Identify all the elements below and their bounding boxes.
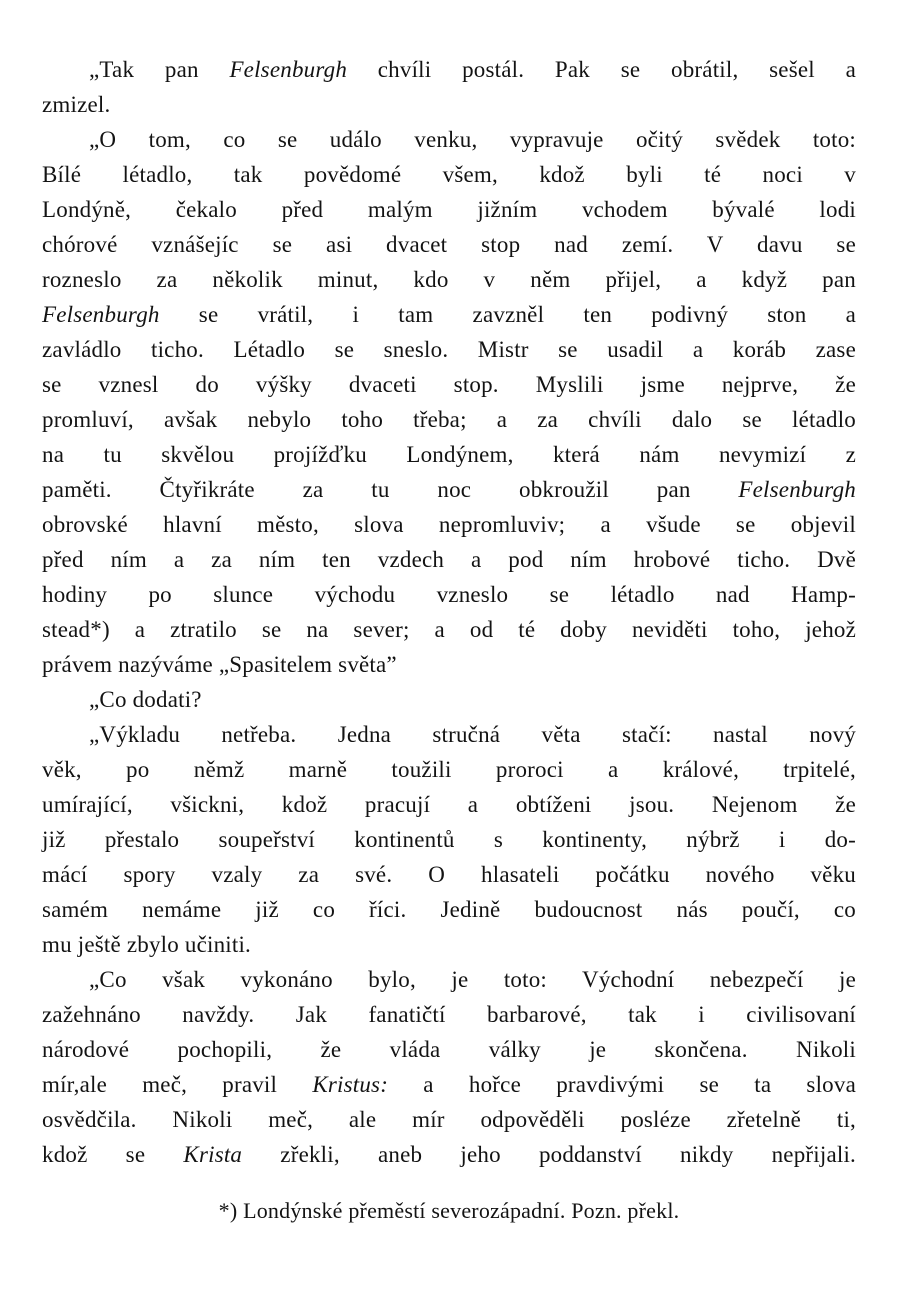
text-segment: před ním a za ním ten vzdech a pod ním hrobové ticho. Dvě: [42, 547, 856, 572]
text-segment: umírající, všickni, kdož pracují a obtíženi jsou. Nejenom že: [42, 792, 856, 817]
text-segment: se vznesl do výšky dvaceti stop. Myslili jsme nejprve, že: [42, 372, 856, 397]
text-segment: zažehnáno navždy. Jak fanatičtí barbarové, tak i civilisovaní: [42, 1002, 856, 1027]
text-line: [42, 682, 856, 717]
text-line: [42, 927, 856, 962]
text-segment: na tu skvělou projížďku Londýnem, která nám nevymizí z: [42, 442, 856, 467]
text-segment: a hořce pravdivými se ta slova: [388, 1072, 856, 1097]
text-segment: „Výkladu netřeba. Jedna stručná věta stačí: nastal nový: [89, 722, 856, 747]
text-segment: *) Londýnské přeměstí severozápadní. Pozn. překl.: [218, 1198, 680, 1223]
text-segment: kdož se: [42, 1142, 184, 1167]
text-segment: Londýně, čekalo před malým jižním vchodem bývalé lodi: [42, 197, 856, 222]
text-segment: zavládlo ticho. Létadlo se sneslo. Mistr se usadil a koráb zase: [42, 337, 856, 362]
text-line: [42, 227, 856, 262]
text-segment: mácí spory vzaly za své. O hlasateli počátku nového věku: [42, 862, 856, 887]
text-segment: stead*) a ztratilo se na sever; a od té doby neviděti toho, jehož: [42, 617, 856, 642]
text-line: [42, 402, 856, 437]
text-line: [42, 297, 856, 332]
text-segment: zřekli, aneb jeho poddanství nikdy nepřijali.: [242, 1142, 856, 1167]
paragraph: [42, 682, 856, 717]
italic-text: Kristus:: [312, 1072, 389, 1097]
text-line: [42, 892, 856, 927]
text-body: [42, 52, 856, 1172]
text-segment: právem nazýváme „Spasitelem světa”: [42, 652, 397, 677]
text-line: [42, 332, 856, 367]
text-segment: mír,ale meč, pravil: [42, 1072, 313, 1097]
text-line: [42, 962, 856, 997]
text-line: [42, 437, 856, 472]
text-line: [42, 122, 856, 157]
text-segment: již přestalo soupeřství kontinentů s kontinenty, nýbrž i do-: [42, 827, 856, 852]
text-line: [42, 822, 856, 857]
text-segment: „Co dodati?: [89, 687, 202, 712]
text-line: [42, 192, 856, 227]
italic-text: Felsenburgh: [738, 477, 856, 502]
text-segment: Bílé létadlo, tak povědomé všem, kdož byli té noci v: [42, 162, 856, 187]
text-segment: rozneslo za několik minut, kdo v něm přijel, a když pan: [42, 267, 856, 292]
text-line: [42, 1137, 856, 1172]
text-segment: samém nemáme již co říci. Jedině budoucnost nás poučí, co: [42, 897, 856, 922]
text-segment: se vrátil, i tam zavzněl ten podivný ston a: [159, 302, 856, 327]
text-line: [42, 1067, 856, 1102]
paragraph: [42, 962, 856, 1172]
text-line: [42, 857, 856, 892]
text-segment: zmizel.: [42, 92, 111, 117]
text-line: [42, 577, 856, 612]
text-segment: obrovské hlavní město, slova nepromluviv; a všude se objevil: [42, 512, 856, 537]
text-line: [42, 52, 856, 87]
text-line: [42, 542, 856, 577]
text-line: [42, 507, 856, 542]
text-line: [42, 1102, 856, 1137]
text-segment: hodiny po slunce východu vzneslo se létadlo nad Hamp-: [42, 582, 856, 607]
text-segment: paměti. Čtyřikráte za tu noc obkroužil pan: [42, 477, 739, 502]
text-segment: mu ještě zbylo učiniti.: [42, 932, 252, 957]
text-segment: věk, po němž marně toužili proroci a králové, trpitelé,: [42, 757, 856, 782]
text-segment: „O tom, co se událo venku, vypravuje očitý svědek toto:: [89, 127, 856, 152]
text-segment: národové pochopili, že vláda války je skončena. Nikoli: [42, 1037, 856, 1062]
text-segment: „Co však vykonáno bylo, je toto: Východní nebezpečí je: [89, 967, 856, 992]
text-line: [42, 262, 856, 297]
text-line: [42, 752, 856, 787]
text-line: [42, 787, 856, 822]
text-line: [42, 997, 856, 1032]
text-line: [42, 157, 856, 192]
text-line: [42, 367, 856, 402]
paragraph: [42, 122, 856, 682]
text-segment: promluví, avšak nebylo toho třeba; a za chvíli dalo se létadlo: [42, 407, 856, 432]
paragraph: [42, 717, 856, 962]
text-line: [42, 1032, 856, 1067]
text-line: [42, 87, 856, 122]
italic-text: Felsenburgh: [42, 302, 160, 327]
footnote: [42, 1194, 856, 1228]
text-line: [42, 647, 856, 682]
text-line: [42, 612, 856, 647]
italic-text: Felsenburgh: [229, 57, 348, 82]
text-segment: chórové vznášejíc se asi dvacet stop nad zemí. V davu se: [42, 232, 856, 257]
text-segment: osvědčila. Nikoli meč, ale mír odpověděli posléze zřetelně ti,: [42, 1107, 856, 1132]
text-line: [42, 717, 856, 752]
text-segment: chvíli postál. Pak se obrátil, sešel a: [347, 57, 856, 82]
text-line: [42, 472, 856, 507]
paragraph: [42, 52, 856, 122]
text-segment: „Tak pan: [89, 57, 230, 82]
italic-text: Krista: [183, 1142, 243, 1167]
